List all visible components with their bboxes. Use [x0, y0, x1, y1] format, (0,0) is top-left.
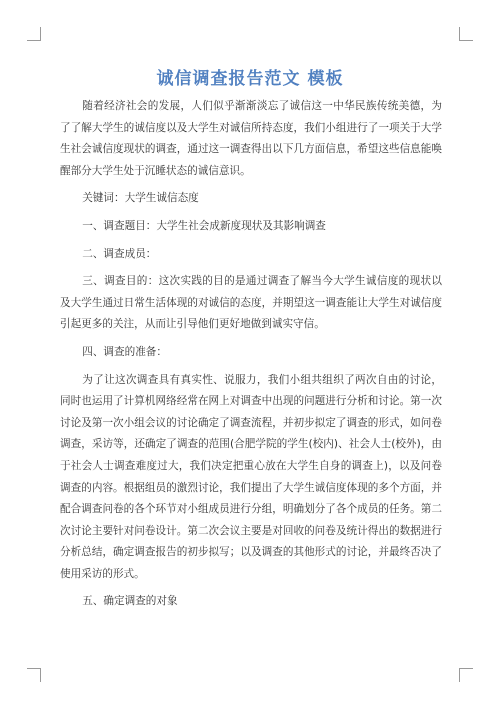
crop-mark-top-left-horizontal	[27, 40, 41, 41]
crop-mark-top-right-horizontal	[459, 40, 473, 41]
crop-mark-top-left-vertical	[40, 27, 41, 41]
preparation-paragraph: 为了让这次调查具有真实性、说服力，我们小组共组织了两次自由的讨论，同时也运用了计算机网络经常在网上对调查中出现的问题进行分析和讨论。第一次讨论及第一次小组会议的讨论确定了调查流程，并初步拟定了调查的形式，如问卷调查，采访等，还确定了调查的范围(合肥学院的学生(校内)、社会人士(校外)，由于社会人士调查难度过大，我们决定把重心放在大学生自身的调查上)，以及问卷调查的内容。根据组员的激烈讨论，我们提出了大学生诚信度体现的多个方面，并配合调查问卷的各个环节对小组成员进行分组，明确划分了各个成员的任务。第二次讨论主要针对问卷设计。第二次会议主要是对回收的问卷及统计得出的数据进行分析总结，确定调查报告的初步拟写；以及调查的其他形式的讨论，并最终否决了使用采访的形式。	[60, 373, 442, 580]
section-survey-topic: 一、调查题目：大学生社会成新度现状及其影响调查	[82, 219, 326, 232]
crop-mark-bottom-right-horizontal	[459, 668, 473, 669]
section-survey-members: 二、调查成员：	[82, 247, 157, 260]
section-survey-target: 五、确定调查的对象	[82, 595, 178, 608]
keywords-line: 关键词：大学生诚信态度	[82, 192, 199, 205]
intro-paragraph: 随着经济社会的发展，人们似乎渐渐淡忘了诚信这一中华民族传统美德，为了了解大学生的诚信度以及大学生对诚信所持态度，我们小组进行了一项关于大学生社会诚信度现状的调查，通过这一调查得出以下几方面信息，希望这些信息能唤醒部分大学生处于沉睡状态的诚信意识。	[60, 100, 442, 177]
crop-mark-bottom-left-vertical	[40, 668, 41, 682]
crop-mark-top-right-vertical	[459, 27, 460, 41]
document-body	[60, 96, 442, 619]
section-survey-purpose: 三、调查目的：这次实践的目的是通过调查了解当今大学生诚信度的现状以及大学生通过日常生活体现的对诚信的态度，并期望这一调查能让大学生对诚信度引起更多的关注，从而让引导他们更好地做到诚实守信。	[60, 275, 442, 331]
document-title: 诚信调查报告范文 模板	[156, 69, 344, 89]
section-survey-preparation: 四、调查的准备：	[82, 345, 167, 358]
crop-mark-bottom-left-horizontal	[27, 668, 41, 669]
crop-mark-bottom-right-vertical	[459, 668, 460, 682]
